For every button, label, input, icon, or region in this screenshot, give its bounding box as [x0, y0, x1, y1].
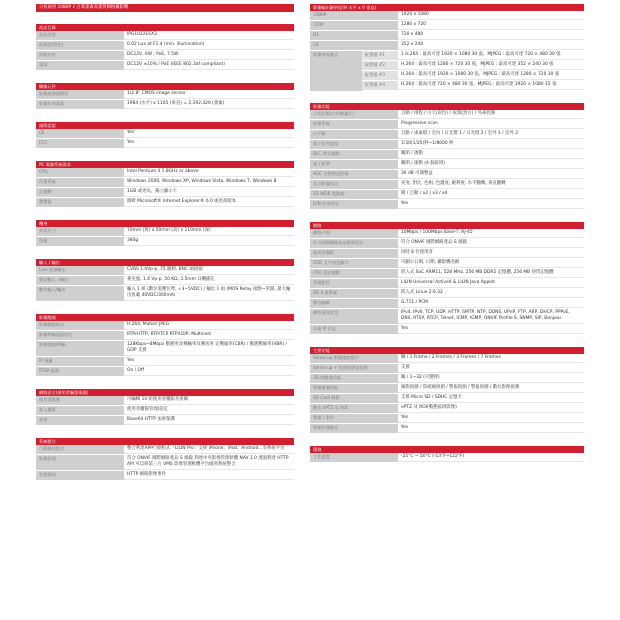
- spec-label: 電子遮罩: [310, 160, 398, 169]
- spec-row: [36, 31, 294, 41]
- spec-value: 720 x 480: [398, 31, 584, 40]
- spec-label: 2D WDR 寬動態: [310, 190, 398, 199]
- spec-value: Yes: [398, 325, 584, 334]
- spec-row: [36, 331, 294, 341]
- spec-row: [310, 309, 584, 325]
- spec-value: IPv4, IPv6, TCP, UDP, HTTP, SMTP, NTP, DDNS, UPnP, FTP, ARP, DHCP, PPPoE, DNS, RTSP, RTCP, Telnet, ICMP, IGMP, ONVIF Profile S, SNMP, SIP, Bonjour: [398, 309, 584, 324]
- spec-row: [310, 374, 584, 384]
- spec-value: 關 / 1~32 (可選擇): [398, 374, 584, 383]
- spec-value: HTTP 網路影像事件: [124, 471, 294, 480]
- spec-label: 產品型號: [36, 31, 124, 40]
- spec-row: [310, 31, 584, 41]
- spec-row: [310, 269, 584, 279]
- spec-row: [310, 180, 584, 190]
- spec-section: [36, 161, 294, 208]
- spec-label: 聲音輸入 / 輸出: [36, 276, 124, 285]
- spec-value: Windows 2000, Windows XP, Windows Vista, Windows 7, Windows 8: [124, 178, 294, 187]
- spec-row: [36, 406, 294, 416]
- spec-row: [310, 249, 584, 259]
- spec-row: [36, 471, 294, 481]
- section-title: 輸入 / 輸出: [36, 259, 294, 266]
- spec-label: 聲音編碼: [310, 299, 398, 308]
- spec-value: 1984 (水平) x 1105 (垂直) = 2,192,320 (畫素): [124, 100, 294, 109]
- spec-value: 符合 ONVIF 國際網路產品 S 規範 利達中央影像管理軟體 NAV 1.0 透過利達 HTTP API 可以與第三方 VMS 影像管理軟體平台做到系統整合: [124, 455, 294, 470]
- spec-label: RTSP 認證: [36, 367, 124, 376]
- spec-row: [36, 227, 294, 237]
- spec-value: 錄影偵測 / 防破壞偵測 / 警報偵測 / 警報偵測 / 數位影像偵測: [398, 384, 584, 393]
- spec-label: 影像壓縮/傳輸: [36, 341, 124, 356]
- spec-label: 3D 降雜訊功能: [310, 374, 398, 383]
- spec-value: 10Mbps / 100Mbps Base-T, RJ-45: [398, 229, 584, 238]
- spec-row: [310, 279, 584, 289]
- profile-label: 配置檔 #2: [362, 61, 398, 70]
- spec-value: DC12V ±10% / PoE (IEEE 802.3af compliant): [124, 61, 294, 70]
- spec-value: 可編輯 10 組使用者權限及密碼: [124, 396, 294, 405]
- spec-row: [36, 276, 294, 286]
- spec-section: [36, 438, 294, 481]
- spec-row: [310, 239, 584, 249]
- spec-label: D/N 改善設定: [310, 200, 398, 209]
- spec-section: [36, 122, 294, 149]
- spec-value: 自動 / 鹵素燈 / 室內 / 日光燈 1 / 日光燈 2 / 室外 1 / 室外 2: [398, 130, 584, 139]
- profile-value: H.264 : 最高可達 1920 × 1080 30 張，MJPEG : 最高可達 1280 × 720 30 張: [398, 71, 584, 80]
- spec-label: AGC 自動增益控制: [310, 170, 398, 179]
- spec-label: 多組 IP 位址: [310, 325, 398, 334]
- spec-row: [310, 289, 584, 299]
- spec-row: [310, 229, 584, 239]
- spec-value: ePTZ 及 ROI(動態區域影像): [398, 404, 584, 413]
- section-title: 攝像元件: [36, 83, 294, 90]
- resolution-rows: [310, 11, 584, 51]
- spec-value: 符合 ONVIF 國際網路產品 S 規範: [398, 239, 584, 248]
- spec-row: [36, 168, 294, 178]
- spec-label: 加密: [36, 416, 124, 425]
- spec-section: [36, 389, 294, 426]
- stream-profile-row: [362, 81, 584, 91]
- spec-row: [36, 445, 294, 455]
- spec-label: D1: [310, 31, 398, 40]
- spec-value: H.264, Motion JPEG: [124, 321, 294, 330]
- spec-label: 白平衡: [310, 130, 398, 139]
- spec-section: [310, 446, 584, 463]
- spec-label: 重量: [36, 237, 124, 246]
- spec-label: 警報 / 事件: [310, 414, 398, 423]
- spec-row: [310, 140, 584, 150]
- spec-row: [310, 150, 584, 160]
- spec-value: 同時 8 位使用者: [398, 249, 584, 258]
- spec-label: 數位 ePTZ 及 ROI: [310, 404, 398, 413]
- spec-label: SD Card 錄影: [310, 394, 398, 403]
- spec-row: [310, 21, 584, 31]
- spec-value: G.711 / PCM: [398, 299, 584, 308]
- spec-row: [36, 100, 294, 110]
- stream-mode-label: 影像串流模式: [310, 51, 362, 91]
- spec-value: 關 / 1 Frame / 2 Frames / 3 Frames / 7 Frames: [398, 354, 584, 363]
- spec-section: [36, 220, 294, 247]
- spec-value: 自動 / 排程 / 白天(彩色) / 夜間(黑白) / 外部控制: [398, 110, 584, 119]
- spec-label: 影像壓縮格式: [36, 321, 124, 330]
- section-title: 影像功能: [310, 103, 584, 110]
- spec-label: 使用者帳號: [36, 396, 124, 405]
- spec-row: [36, 357, 294, 367]
- stream-profile-row: [362, 71, 584, 81]
- spec-row: [36, 367, 294, 377]
- spec-label: 警報偵測功能: [310, 384, 398, 393]
- spec-row: [310, 41, 584, 51]
- spec-label: Sense up + 低照度增益技術: [310, 364, 398, 373]
- spec-value: IPG1022ESX3: [124, 31, 294, 40]
- resolution-section: [310, 4, 584, 91]
- profile-label: 配置檔 #4: [362, 81, 398, 90]
- spec-row: [310, 200, 584, 210]
- spec-value: 使用者權限管理/設定: [124, 406, 294, 415]
- spec-value: 1/30(1/25)秒~1/8000 秒: [398, 140, 584, 149]
- spec-row: [36, 286, 294, 302]
- stream-profile-row: [362, 61, 584, 71]
- section-title: 機身: [36, 220, 294, 227]
- section-title: 系統整合: [36, 438, 294, 445]
- spec-label: Sense up 影像感度提升: [310, 354, 398, 363]
- stream-profile-row: [362, 51, 584, 61]
- spec-value: CVBS 1.0Vp-p, 75 歐姆, BNC 頭接頭: [124, 266, 294, 275]
- spec-label: 瀏覽器: [36, 198, 124, 207]
- stream-mode-block: [310, 51, 584, 91]
- spec-label: 使用者權限: [310, 249, 398, 258]
- spec-value: Yes: [398, 200, 584, 209]
- spec-row: [310, 414, 584, 424]
- spec-row: [310, 11, 584, 21]
- document-title: 日夜兩用 1080P 2 百萬畫素高畫質網路攝影機: [36, 4, 294, 12]
- spec-section: [310, 347, 584, 434]
- spec-value: 輸入 1 組 (數位電壓位準, +3~5VDC) / 輸出 1 組 (MOS Relay 接點~常開, 最大輸出負載 40VDC/300mA): [124, 286, 294, 301]
- spec-value: RTP/HTTP, RTP/TCP RTP/UDP, Multicast: [124, 331, 294, 340]
- spec-label: OS 作業系統: [310, 289, 398, 298]
- spec-label: 數位輸入/輸出: [36, 286, 124, 301]
- spec-value: 開 / 自動 / x2 / x3 / x4: [398, 190, 584, 199]
- spec-row: [36, 341, 294, 357]
- spec-row: [310, 404, 584, 414]
- spec-label: 工作溫度: [310, 453, 398, 462]
- spec-value: 1280 x 720: [398, 21, 584, 30]
- spec-label: 行動應用程式: [36, 445, 124, 454]
- spec-label: BLC 背光補償: [310, 150, 398, 159]
- section-title: 影像輸出解析度(H 水平 x V 垂直): [310, 4, 584, 11]
- spec-label: 其它影像校正: [310, 180, 398, 189]
- spec-row: [36, 51, 294, 61]
- spec-value: Yes: [124, 139, 294, 148]
- spec-value: -25°C ~ 50°C (-13°F~122°F): [398, 453, 584, 462]
- spec-section: [310, 103, 584, 210]
- spec-label: 記憶體: [36, 188, 124, 197]
- spec-row: [36, 129, 294, 139]
- section-title: 國際認證: [36, 122, 294, 129]
- spec-value: 1/2.8" CMOS image sensor: [124, 90, 294, 99]
- spec-row: [310, 394, 584, 404]
- spec-label: CPU: [36, 168, 124, 177]
- spec-value: Base64 HTTP 加密保護: [124, 416, 294, 425]
- section-title: PC 電腦系統需求: [36, 161, 294, 168]
- spec-value: Progressive scan: [398, 120, 584, 129]
- left-column: [36, 4, 294, 481]
- spec-value: 關閉 / 啟動 (4 個區域): [398, 160, 584, 169]
- spec-value: 支援: [398, 364, 584, 373]
- spec-row: [310, 120, 584, 130]
- spec-row: [310, 170, 584, 180]
- spec-label: 影像有效畫素: [36, 100, 124, 109]
- spec-row: [36, 396, 294, 406]
- spec-value: 亮度, 對比, 色相, 色濃度, 銳利度, 水平翻轉, 垂直翻轉: [398, 180, 584, 189]
- left-sections: [36, 24, 294, 481]
- spec-section: [36, 83, 294, 110]
- stream-mode-rows: [362, 51, 584, 91]
- profile-label: 配置檔 #3: [362, 71, 398, 80]
- spec-value: 1920 x 1080: [398, 11, 584, 20]
- spec-row: [310, 384, 584, 394]
- spec-value: 0.02 Lux at F1.4 (min. illumination): [124, 41, 294, 50]
- spec-label: 日夜切換(紅外線濾片): [310, 110, 398, 119]
- spec-label: OSD 文字訊息顯示: [310, 259, 398, 268]
- spec-label: 作業系統: [36, 178, 124, 187]
- spec-label: 消耗功率: [36, 51, 124, 60]
- spec-row: [310, 160, 584, 170]
- spec-section: [36, 24, 294, 71]
- spec-row: [310, 354, 584, 364]
- spec-value: Yes: [124, 357, 294, 366]
- spec-label: CE: [36, 129, 124, 138]
- spec-value: 支援 Micro SD / SDHC 記憶卡: [398, 394, 584, 403]
- spec-label: 電子快門速度: [310, 140, 398, 149]
- spec-row: [36, 41, 294, 51]
- section-title: 環境: [310, 446, 584, 453]
- spec-label: 掃描系統: [310, 120, 398, 129]
- section-title: 網路: [310, 222, 584, 229]
- spec-section: [36, 314, 294, 377]
- spec-row: [36, 237, 294, 247]
- spec-section: [310, 222, 584, 335]
- spec-label: 進入權限: [36, 406, 124, 415]
- spec-row: [36, 188, 294, 198]
- spec-value: 微軟 Microsoft® Internet Explorer® 6.0 或更高版本: [124, 198, 294, 207]
- spec-row: [310, 299, 584, 309]
- spec-value: LILIN Universal ActiveX & LILIN Java Applet: [398, 279, 584, 288]
- spec-value: 整合利達APP行動程式「LILIN Pro」支援 iPhone、iPad、Android…等系統平台: [124, 445, 294, 454]
- spec-label: IP 過濾: [36, 357, 124, 366]
- spec-value: 352 x 240: [398, 41, 584, 50]
- spec-value: 麥克風, 1.4 Vp-p, 50 KΩ, 3.5mm 耳機插孔: [124, 276, 294, 285]
- spec-label: FCC: [36, 139, 124, 148]
- spec-row: [310, 325, 584, 335]
- spec-row: [310, 424, 584, 434]
- section-title: 主要功能: [310, 347, 584, 354]
- spec-label: 影像管理: [36, 455, 124, 470]
- spec-value: 1GB 或更高，獨立顯示卡: [124, 188, 294, 197]
- spec-label: CPU 及記憶體: [310, 269, 398, 278]
- spec-row: [36, 198, 294, 208]
- spec-label: 低照度(彩色): [36, 41, 124, 50]
- spec-label: 外殼尺寸: [36, 227, 124, 236]
- spec-label: 符合國際網路產品標準設定: [310, 239, 398, 248]
- right-column: [310, 4, 584, 463]
- spec-label: 網路介面: [310, 229, 398, 238]
- profile-value: H.264 : 最高可達 720 × 480 30 張，MJPEG : 最高可達 1920 × 1080 15 張: [398, 81, 584, 90]
- spec-value: Yes: [398, 414, 584, 423]
- spec-row: [36, 90, 294, 100]
- spec-value: 128Kbps~8Mbps 動態更改傳輸率及傳送率 定壓縮率(CBR) / 動態壓縮率(VBR) / GOP 支援: [124, 341, 294, 356]
- spec-value: Intel Pentium 4 1.8GHz or above: [124, 168, 294, 177]
- profile-label: 配置檔 #1: [362, 51, 398, 60]
- spec-row: [36, 178, 294, 188]
- spec-label: 影像傳輸通訊協定: [36, 331, 124, 340]
- spec-label: 720P: [310, 21, 398, 30]
- spec-row: [36, 321, 294, 331]
- spec-value: 可顯示日期, 日期, 攝影機名稱: [398, 259, 584, 268]
- spec-value: 36 dB 可調整益: [398, 170, 584, 179]
- section-title: 影像壓縮: [36, 314, 294, 321]
- profile-value: H.264 : 最高可達 1280 × 720 30 張，MJPEG : 最高可達 352 × 240 30 張: [398, 61, 584, 70]
- spec-label: 影像感測器類型: [36, 90, 124, 99]
- spec-value: DC12V, 6W ; PoE, 7.5W: [124, 51, 294, 60]
- spec-value: 70mm (寬) x 50mm (高) x 110mm (深): [124, 227, 294, 236]
- spec-row: [310, 190, 584, 200]
- spec-row: [36, 266, 294, 276]
- spec-label: 1080P: [310, 11, 398, 20]
- right-sections: [310, 103, 584, 463]
- spec-value: Yes: [398, 424, 584, 433]
- section-title: 網路安全(使用者驗證保護): [36, 389, 294, 396]
- spec-row: [36, 416, 294, 426]
- spec-section: [36, 259, 294, 302]
- spec-value: 嵌入式 Linux 2.6.32: [398, 289, 584, 298]
- spec-value: On / Off: [124, 367, 294, 376]
- profile-value: 1 H.264 : 最高可達 1920 × 1080 30 張，MJPEG : 最高可達 720 × 480 30 張: [398, 51, 584, 60]
- spec-label: 智慧通知: [36, 471, 124, 480]
- spec-row: [36, 455, 294, 471]
- spec-label: CIF: [310, 41, 398, 50]
- spec-row: [310, 364, 584, 374]
- spec-value: 關閉 / 啟動: [398, 150, 584, 159]
- spec-row: [36, 61, 294, 71]
- spec-label: Live 視頻輸出: [36, 266, 124, 275]
- spec-value: 380g: [124, 237, 294, 246]
- spec-value: 嵌入式 SoC ARM11, 528 MHz, 256 MB DDR2 記憶體, 256 MB 快閃記憶體: [398, 269, 584, 278]
- spec-row: [310, 110, 584, 120]
- spec-row: [36, 139, 294, 149]
- spec-value: Yes: [124, 129, 294, 138]
- spec-label: 電源: [36, 61, 124, 70]
- spec-row: [310, 259, 584, 269]
- spec-label: 系統監控: [310, 279, 398, 288]
- spec-row: [310, 130, 584, 140]
- section-title: 產品目錄: [36, 24, 294, 31]
- spec-label: 警報位置模式: [310, 424, 398, 433]
- spec-row: [310, 453, 584, 463]
- spec-label: 網路通訊協定: [310, 309, 398, 324]
